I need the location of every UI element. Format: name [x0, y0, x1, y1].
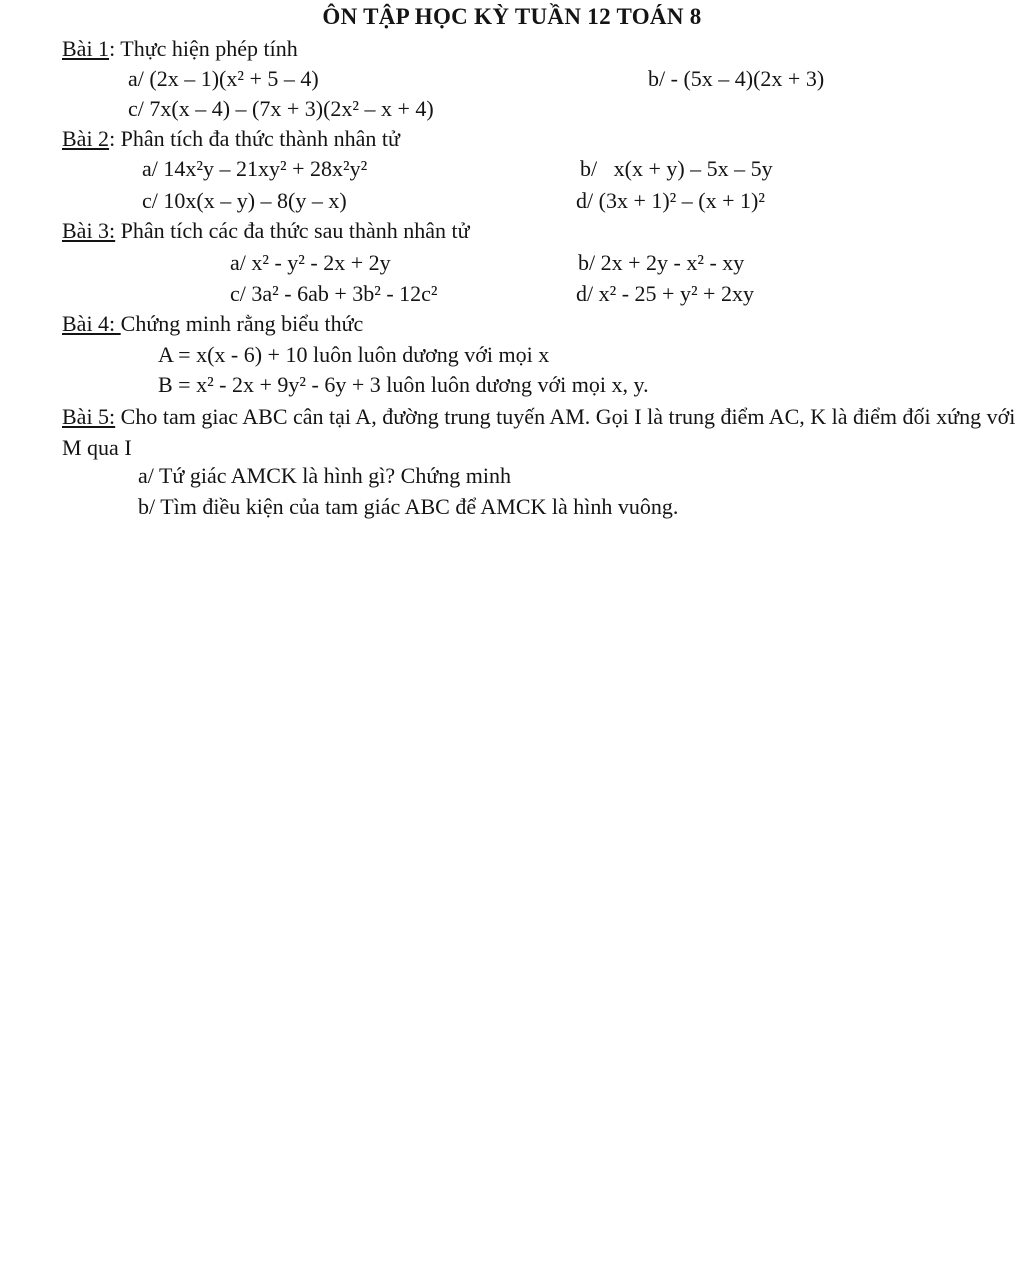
bai3-b: b/ 2x + 2y - x² - xy — [578, 250, 745, 275]
bai4-expression-b: B = x² - 2x + 9y² - 6y + 3 luôn luôn dương với mọi x, y. — [158, 372, 649, 397]
bai2-a: a/ 14x²y – 21xy² + 28x²y² — [142, 156, 368, 181]
bai3-heading — [62, 218, 470, 244]
bai4-heading — [62, 311, 363, 337]
bai2-d: d/ (3x + 1)² – (x + 1)² — [576, 188, 765, 213]
bai3-d: d/ x² - 25 + y² + 2xy — [576, 281, 754, 306]
bai3-c: c/ 3a² - 6ab + 3b² - 12c² — [230, 281, 438, 306]
bai1-b: b/ - (5x – 4)(2x + 3) — [648, 66, 825, 91]
bai5-paragraph — [62, 401, 1017, 463]
bai5-label: Bài 5: — [62, 404, 116, 429]
bai3-a: a/ x² - y² - 2x + 2y — [230, 250, 391, 275]
bai2-heading — [62, 126, 400, 152]
bai2-c: c/ 10x(x – y) – 8(y – x) — [142, 188, 347, 213]
bai1-c: c/ 7x(x – 4) – (7x + 3)(2x² – x + 4) — [128, 96, 434, 121]
bai3-text: Phân tích các đa thức sau thành nhân tử — [115, 218, 470, 243]
page-title: ÔN TẬP HỌC KỲ TUẦN 12 TOÁN 8 — [322, 4, 702, 29]
bai1-text: : Thực hiện phép tính — [109, 36, 298, 61]
bai5-a: a/ Tứ giác AMCK là hình gì? Chứng minh — [138, 463, 511, 488]
bai2-b: b/ x(x + y) – 5x – 5y — [580, 156, 773, 181]
bai4-label: Bài 4: — [62, 311, 121, 336]
bai1-a: a/ (2x – 1)(x² + 5 – 4) — [128, 66, 319, 91]
bai3-label: Bài 3: — [62, 218, 116, 243]
bai2-label: Bài 2 — [62, 126, 110, 151]
bai5-text: Cho tam giac ABC cân tại A, đường trung tuyến AM. Gọi I là trung điểm AC, K là điểm đối xứng với M qua I — [62, 404, 1016, 460]
bai4-expression-a: A = x(x - 6) + 10 luôn luôn dương với mọi x — [158, 342, 550, 367]
bai1-label: Bài 1 — [62, 36, 110, 61]
bai2-text: : Phân tích đa thức thành nhân tử — [109, 126, 400, 151]
bai4-text: Chứng minh rằng biểu thức — [120, 311, 364, 336]
bai5-b: b/ Tìm điều kiện của tam giác ABC để AMCK là hình vuông. — [138, 494, 679, 519]
bai1-heading — [62, 36, 298, 62]
